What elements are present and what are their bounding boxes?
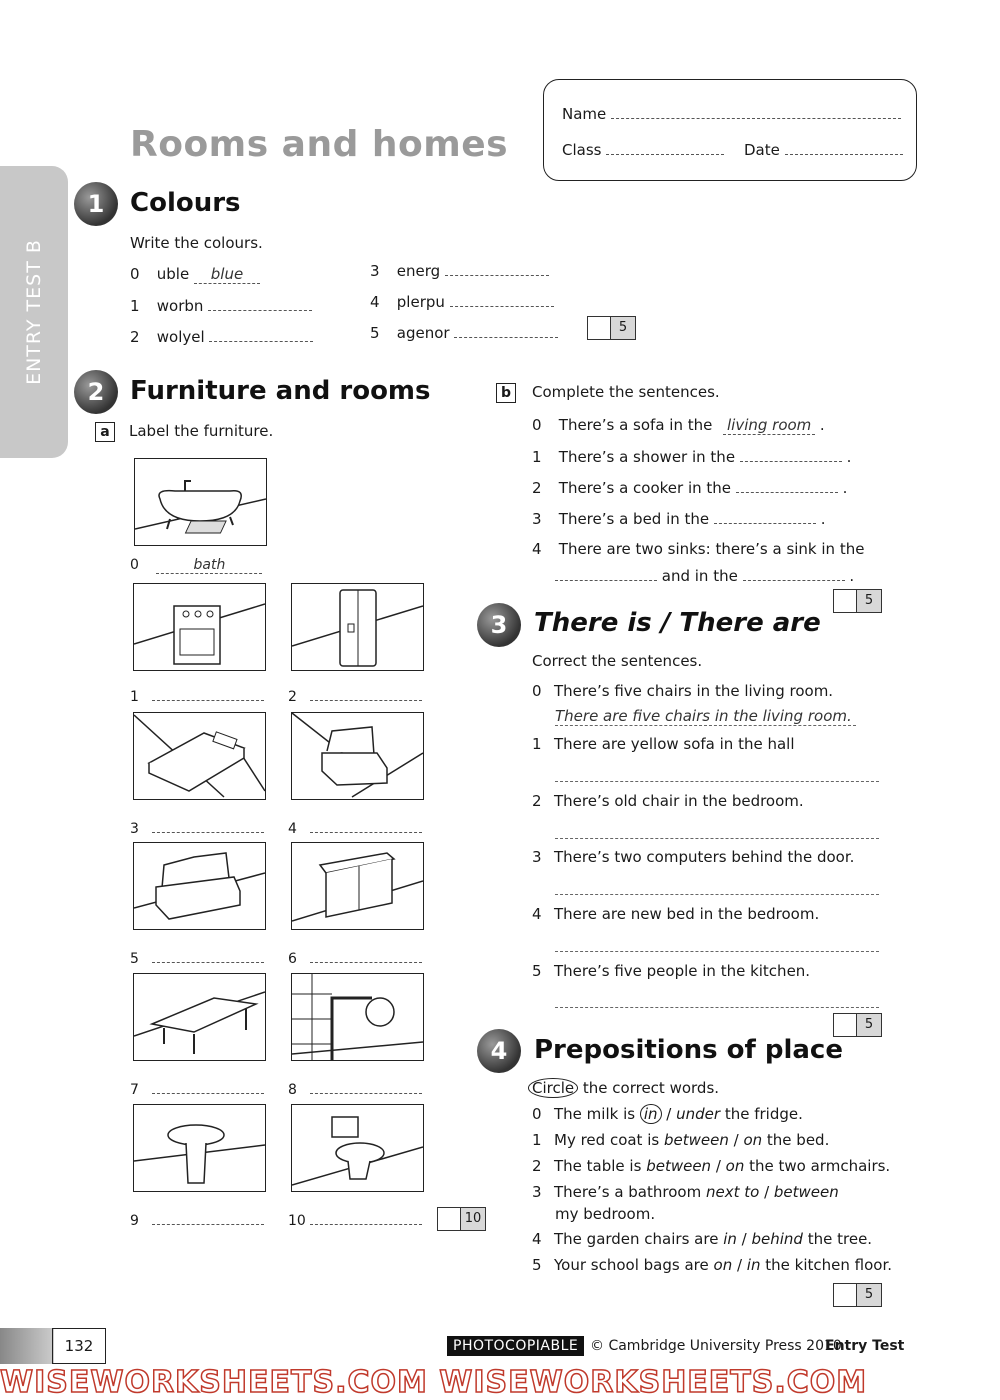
s3-answer-line[interactable] xyxy=(555,893,879,895)
s1-answer-field[interactable] xyxy=(208,296,312,311)
shower-picture xyxy=(291,973,424,1061)
cooker-picture xyxy=(133,583,266,671)
label-answer-field[interactable] xyxy=(152,818,264,833)
s4-item-3-cont: my bedroom. xyxy=(555,1205,656,1223)
s1-item-3[interactable]: 3 energ xyxy=(370,261,549,280)
label-answer-field[interactable] xyxy=(310,686,422,701)
label-answer-field[interactable] xyxy=(310,1079,422,1094)
s1-instruction: Write the colours. xyxy=(130,234,263,252)
table-picture xyxy=(133,973,266,1061)
label-answer-field[interactable] xyxy=(310,948,422,963)
s2b-item-4-cont[interactable]: and in the . xyxy=(555,566,854,585)
s3-answer-line[interactable] xyxy=(555,1006,879,1008)
photocopiable-badge: PHOTOCOPIABLE xyxy=(447,1336,584,1356)
s4-option[interactable]: behind xyxy=(751,1230,803,1248)
label-5[interactable]: 5 xyxy=(130,948,264,967)
page-title: Rooms and homes xyxy=(130,124,509,165)
s2b-item-3[interactable]: 3 There’s a bed in the . xyxy=(532,510,826,528)
section-2-title: Furniture and rooms xyxy=(130,376,431,406)
s1-item-5[interactable]: 5 agenor xyxy=(370,323,558,342)
sofa-picture xyxy=(133,842,266,930)
s3-example: 0 There’s five chairs in the living room. xyxy=(532,682,834,700)
date-row[interactable] xyxy=(744,140,903,159)
s3-item-2: 2 There’s old chair in the bedroom. xyxy=(532,792,804,810)
s4-item-0: 0 The milk is in / under the fridge. xyxy=(532,1105,803,1123)
s1-item-1[interactable]: 1 worbn xyxy=(130,296,312,315)
s4-item-3: 3 There’s a bathroom next to / between xyxy=(532,1183,839,1201)
s3-score-box[interactable]: 5 xyxy=(833,1013,882,1037)
s3-answer-line[interactable] xyxy=(555,780,879,782)
s2b-answer-field[interactable] xyxy=(736,478,838,493)
s3-example-answer: There are five chairs in the living room. xyxy=(555,707,856,726)
s4-score-box[interactable]: 5 xyxy=(833,1283,882,1307)
s4-option[interactable]: on xyxy=(725,1157,745,1175)
s4-item-4: 4 The garden chairs are in / behind the tree. xyxy=(532,1230,873,1248)
s4-option[interactable]: in xyxy=(723,1230,737,1248)
s2b-score-box[interactable]: 5 xyxy=(833,589,882,613)
s4-option[interactable]: next to xyxy=(705,1183,760,1201)
s3-instruction: Correct the sentences. xyxy=(532,652,703,670)
page-number: 132 xyxy=(52,1328,106,1364)
s3-item-4: 4 There are new bed in the bedroom. xyxy=(532,905,820,923)
s3-item-1: 1 There are yellow sofa in the hall xyxy=(532,735,795,753)
toilet-picture xyxy=(291,1104,424,1192)
label-answer-field[interactable] xyxy=(152,1210,264,1225)
label-answer-field[interactable] xyxy=(310,1210,422,1225)
fridge-picture xyxy=(291,583,424,671)
date-field[interactable] xyxy=(785,140,903,155)
label-6[interactable]: 6 xyxy=(288,948,422,967)
side-tab-label: ENTRY TEST B xyxy=(23,239,45,385)
section-3-title: There is / There are xyxy=(534,608,821,638)
s4-option[interactable]: under xyxy=(676,1105,721,1123)
s1-answer-field[interactable] xyxy=(445,261,549,276)
date-label: Date xyxy=(744,141,780,159)
sink-picture xyxy=(133,1104,266,1192)
s4-item-2: 2 The table is between / on the two armchairs. xyxy=(532,1157,891,1175)
s2b-instruction: Complete the sentences. xyxy=(532,383,720,401)
name-box xyxy=(543,79,917,181)
label-3[interactable]: 3 xyxy=(130,818,264,837)
section-1-number: 1 xyxy=(74,182,118,226)
section-3-number: 3 xyxy=(477,603,521,647)
bath-picture xyxy=(134,458,267,546)
s4-option[interactable]: in xyxy=(746,1256,761,1274)
s4-option[interactable]: on xyxy=(743,1131,763,1149)
s2b-answer-field[interactable] xyxy=(740,447,842,462)
label-answer-field[interactable] xyxy=(310,818,422,833)
section-4-title: Prepositions of place xyxy=(534,1035,843,1065)
s1-answer-field[interactable] xyxy=(209,327,313,342)
s4-option[interactable]: between xyxy=(646,1157,712,1175)
s2b-item-4[interactable]: 4 There are two sinks: there’s a sink in the xyxy=(532,540,865,558)
label-answer-field[interactable] xyxy=(152,686,264,701)
s2b-item-2[interactable]: 2 There’s a cooker in the . xyxy=(532,479,848,497)
copyright: © Cambridge University Press 2010 xyxy=(590,1338,842,1354)
label-8[interactable]: 8 xyxy=(288,1079,422,1098)
s1-item-4[interactable]: 4 plerpu xyxy=(370,292,554,311)
label-4[interactable]: 4 xyxy=(288,818,422,837)
label-answer-field[interactable] xyxy=(152,1079,264,1094)
bed-picture xyxy=(133,712,266,800)
class-row[interactable] xyxy=(562,140,724,159)
section-4-number: 4 xyxy=(477,1029,521,1073)
s4-option[interactable]: in xyxy=(640,1104,662,1124)
label-answer-field[interactable] xyxy=(152,948,264,963)
s1-score-box[interactable]: 5 xyxy=(587,316,636,340)
label-0: 0 bath xyxy=(130,557,262,574)
s1-item-0: 0 uble blue xyxy=(130,265,260,284)
s1-answer-field[interactable] xyxy=(454,323,558,338)
label-7[interactable]: 7 xyxy=(130,1079,264,1098)
side-tab xyxy=(0,166,68,458)
name-row[interactable] xyxy=(562,104,901,123)
s2b-item-0: 0 There’s a sofa in the living room . xyxy=(532,416,825,434)
s3-answer-line[interactable] xyxy=(555,950,879,952)
cupboard-picture xyxy=(291,842,424,930)
part-a-box: a xyxy=(95,422,115,442)
s2b-item-1[interactable]: 1 There’s a shower in the . xyxy=(532,448,852,466)
armchair-picture xyxy=(291,712,424,800)
s4-option[interactable]: on xyxy=(713,1256,733,1274)
part-b-box: b xyxy=(496,383,516,403)
s4-item-1: 1 My red coat is between / on the bed. xyxy=(532,1131,830,1149)
s4-instruction: Circle the correct words. xyxy=(528,1079,719,1097)
s4-option[interactable]: between xyxy=(773,1183,839,1201)
s1-answer-0: blue xyxy=(194,265,260,284)
s2b-answer-field[interactable] xyxy=(555,566,657,581)
label-2[interactable]: 2 xyxy=(288,686,422,705)
footer-bar xyxy=(0,1328,54,1364)
label-10[interactable]: 10 xyxy=(288,1210,422,1229)
s2b-answer-field[interactable] xyxy=(743,566,845,581)
section-2-number: 2 xyxy=(74,370,118,414)
watermark: WISEWORKSHEETS.COM WISEWORKSHEETS.COM xyxy=(0,1365,868,1400)
s3-item-5: 5 There’s five people in the kitchen. xyxy=(532,962,811,980)
s2b-answer-field[interactable] xyxy=(714,509,816,524)
s1-answer-field[interactable] xyxy=(450,292,554,307)
s3-item-3: 3 There’s two computers behind the door. xyxy=(532,848,855,866)
s4-item-5: 5 Your school bags are on / in the kitchen floor. xyxy=(532,1256,893,1274)
class-field[interactable] xyxy=(606,140,724,155)
section-1-title: Colours xyxy=(130,188,241,218)
label-9[interactable]: 9 xyxy=(130,1210,264,1229)
s1-item-2[interactable]: 2 wolyel xyxy=(130,327,313,346)
name-label: Name xyxy=(562,105,607,123)
s2a-instruction: Label the furniture. xyxy=(129,422,274,440)
footer-label: Entry Test xyxy=(825,1338,905,1354)
name-field[interactable] xyxy=(611,104,901,119)
s3-answer-line[interactable] xyxy=(555,837,879,839)
s4-option[interactable]: between xyxy=(663,1131,729,1149)
label-1[interactable]: 1 xyxy=(130,686,264,705)
s2a-score-box[interactable]: 10 xyxy=(437,1207,486,1231)
class-label: Class xyxy=(562,141,602,159)
